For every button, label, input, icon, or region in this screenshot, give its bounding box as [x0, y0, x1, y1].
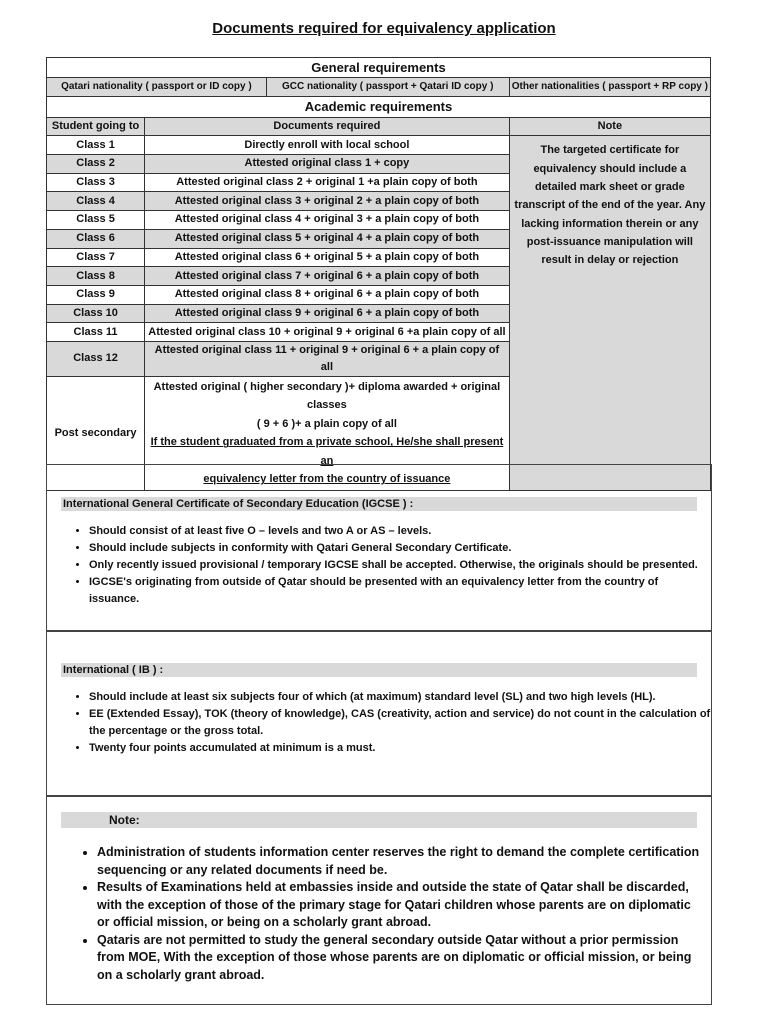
notes-heading: Note: — [61, 812, 697, 828]
class-cell: Class 4 — [47, 192, 145, 211]
list-item: • Results of Examinations held at embassies inside and outside the state of Qatar shall be discarded, with the exception of those of the primary stage for Qatari children whose parents are on diplomatic or official mission, or being on a scholarly grant abroad. — [97, 879, 701, 932]
documents-cell: Attested original class 11 + original 9 + original 6 + a plain copy of all — [145, 341, 510, 376]
documents-cell: Directly enroll with local school — [145, 136, 510, 155]
gcc-nationality: GCC nationality ( passport + Qatari ID copy ) — [266, 78, 509, 97]
list-item: • Administration of students information center reserves the right to demand the complete certification sequencing or any related documents if need be. — [97, 844, 701, 879]
class-cell: Class 11 — [47, 323, 145, 342]
igcse-section — [46, 464, 712, 632]
list-item: • Twenty four points accumulated at minimum is a must. — [89, 740, 711, 757]
ib-section — [46, 630, 712, 797]
documents-cell: Attested original class 10 + original 9 + original 6 +a plain copy of all — [145, 323, 510, 342]
documents-cell: Attested original class 6 + original 5 + a plain copy of both — [145, 248, 510, 267]
ib-list — [47, 689, 711, 757]
class-cell: Class 10 — [47, 304, 145, 323]
general-heading: General requirements — [47, 58, 711, 78]
post-docs: ( 9 + 6 )+ a plain copy of all — [256, 417, 397, 430]
class-cell: Class 5 — [47, 211, 145, 230]
notes-section — [46, 795, 712, 1005]
col-header: Note — [509, 117, 710, 136]
list-item: • Only recently issued provisional / temporary IGCSE shall be accepted. Otherwise, the originals should be presented. — [89, 557, 711, 574]
documents-cell: Attested original class 5 + original 4 + a plain copy of both — [145, 229, 510, 248]
documents-cell: Attested original class 7 + original 6 + a plain copy of both — [145, 267, 510, 286]
col-header: Student going to — [47, 117, 145, 136]
table-row — [47, 136, 711, 155]
class-cell: Class 6 — [47, 229, 145, 248]
class-cell: Class 3 — [47, 173, 145, 192]
other-nationalities: Other nationalities ( passport + RP copy ) — [509, 78, 710, 97]
list-item: • Should consist of at least five O – levels and two A or AS – levels. — [89, 523, 711, 540]
class-cell: Post secondary — [47, 376, 145, 490]
academic-heading: Academic requirements — [47, 96, 711, 117]
page-title: Documents required for equivalency application — [212, 20, 556, 37]
note-cell: The targeted certificate for equivalency should include a detailed mark sheet or grade transcript of the end of the year. Any lacking information therein or any post-issuance manipulation will result in delay or rejection — [509, 136, 710, 491]
igcse-list — [47, 523, 711, 608]
class-cell: Class 1 — [47, 136, 145, 155]
qatari-nationality: Qatari nationality ( passport or ID copy ) — [47, 78, 267, 97]
documents-cell: Attested original class 2 + original 1 +a plain copy of both — [145, 173, 510, 192]
documents-cell: Attested original class 4 + original 3 + a plain copy of both — [145, 211, 510, 230]
list-item: • Qataris are not permitted to study the general secondary outside Qatar without a prior permission from MOE, With the exception of those whose parents are on diplomatic or official mission, or being on a scholarly grant abroad. — [97, 932, 701, 985]
class-cell: Class 12 — [47, 341, 145, 376]
documents-cell: Attested original class 1 + copy — [145, 155, 510, 174]
post-docs-private: If the student graduated from a private school, He/she shall present an — [150, 436, 504, 467]
class-cell: Class 8 — [47, 267, 145, 286]
requirements-table — [46, 57, 711, 491]
list-item: • IGCSE's originating from outside of Qatar should be presented with an equivalency letter from the country of issuance. — [89, 574, 711, 608]
post-docs: Attested original ( higher secondary )+ diploma awarded + original classes — [153, 380, 501, 412]
post-docs-private: equivalency letter from the country of issuance — [203, 473, 451, 486]
notes-list — [47, 844, 711, 984]
list-item: • Should include at least six subjects four of which (at maximum) standard level (SL) and two high levels (HL). — [89, 689, 711, 706]
documents-cell: Attested original class 9 + original 6 + a plain copy of both — [145, 304, 510, 323]
class-cell: Class 2 — [47, 155, 145, 174]
igcse-heading: International General Certificate of Secondary Education (IGCSE ) : — [61, 497, 697, 511]
documents-cell: Attested original class 8 + original 6 + a plain copy of both — [145, 285, 510, 304]
col-header: Documents required — [145, 117, 510, 136]
list-item: • EE (Extended Essay), TOK (theory of knowledge), CAS (creativity, action and service) do not count in the calculation of the percentage or the gross total. — [89, 706, 711, 740]
documents-cell: Attested original class 3 + original 2 + a plain copy of both — [145, 192, 510, 211]
class-cell: Class 9 — [47, 285, 145, 304]
list-item: • Should include subjects in conformity with Qatari General Secondary Certificate. — [89, 540, 711, 557]
class-cell: Class 7 — [47, 248, 145, 267]
ib-heading: International ( IB ) : — [61, 663, 697, 677]
